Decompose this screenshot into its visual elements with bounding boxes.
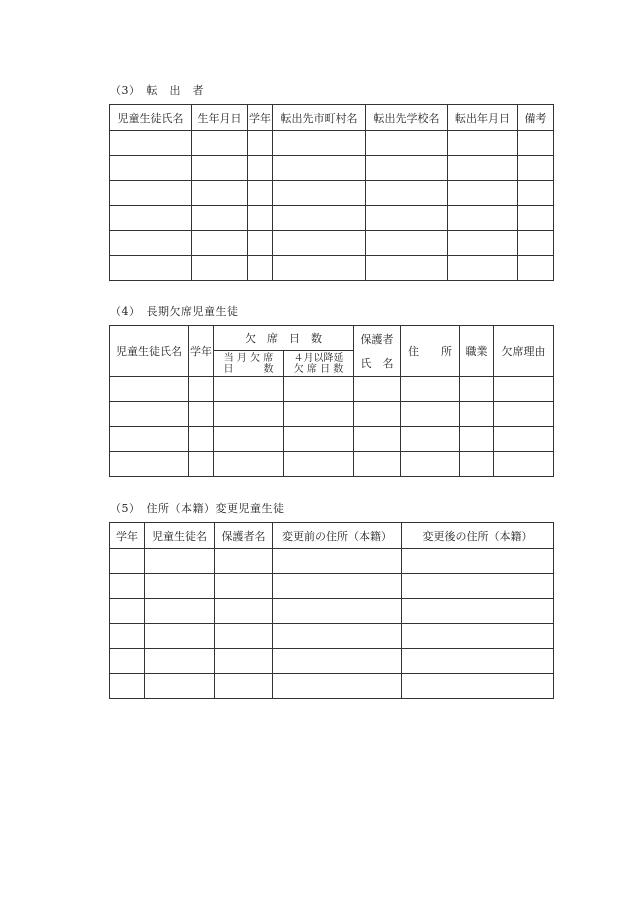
table-row [110, 427, 554, 452]
table-cell [248, 156, 273, 181]
table-cell [402, 574, 554, 599]
table-header-row [110, 105, 554, 131]
table-row [110, 649, 554, 674]
header-remarks: 備考 [518, 105, 554, 131]
table-cell [402, 624, 554, 649]
table-cell [460, 427, 494, 452]
table-header-row [110, 523, 554, 549]
table-cell [215, 574, 273, 599]
table-cell [448, 131, 518, 156]
header-address: 住 所 [401, 326, 460, 377]
table-row [110, 156, 554, 181]
header-transfer-date: 転出年月日 [448, 105, 518, 131]
table-row [110, 377, 554, 402]
table-cell [214, 402, 284, 427]
table-cell [110, 599, 145, 624]
table-header-row [110, 326, 554, 351]
section-5-heading: （5） 住所（本籍）変更児童生徒 [110, 502, 285, 515]
table-row [110, 599, 554, 624]
table-cell [284, 452, 354, 477]
table-cell [214, 452, 284, 477]
table-cell [401, 377, 460, 402]
table-cell [192, 181, 248, 206]
table-cell [110, 624, 145, 649]
table-cell [273, 256, 366, 281]
table-cell [110, 156, 192, 181]
table-cell [354, 402, 401, 427]
table-cell [448, 181, 518, 206]
transfer-out-table [109, 104, 554, 281]
table-cell [214, 427, 284, 452]
table-cell [401, 402, 460, 427]
table-row [110, 231, 554, 256]
table-cell [366, 256, 448, 281]
table-row [110, 549, 554, 574]
header-student-name: 児童生徒名 [145, 523, 215, 549]
header-this-month-line1: 当 月 欠 席 [223, 352, 274, 364]
table-cell [284, 402, 354, 427]
table-cell [110, 574, 145, 599]
table-cell [448, 231, 518, 256]
table-cell [366, 206, 448, 231]
table-cell [110, 206, 192, 231]
table-cell [145, 649, 215, 674]
table-cell [145, 624, 215, 649]
table-cell [110, 674, 145, 699]
table-cell [494, 402, 554, 427]
table-cell [273, 674, 402, 699]
table-cell [215, 649, 273, 674]
table-cell [192, 231, 248, 256]
table-cell [402, 599, 554, 624]
table-cell [494, 377, 554, 402]
table-cell [273, 649, 402, 674]
table-cell [518, 256, 554, 281]
table-cell [518, 206, 554, 231]
table-cell [402, 649, 554, 674]
table-cell [366, 181, 448, 206]
table-cell [354, 427, 401, 452]
table-cell [248, 256, 273, 281]
table-cell [460, 377, 494, 402]
header-birth-date: 生年月日 [192, 105, 248, 131]
table-cell [354, 452, 401, 477]
table-cell [273, 599, 402, 624]
table-cell [215, 599, 273, 624]
table-cell [110, 452, 189, 477]
header-cumulative-absence-days [284, 351, 354, 377]
table-cell [273, 206, 366, 231]
table-cell [273, 156, 366, 181]
table-row [110, 402, 554, 427]
table-cell [215, 549, 273, 574]
header-guardian-name: 保護者名 [215, 523, 273, 549]
table-cell [189, 377, 214, 402]
table-cell [366, 156, 448, 181]
table-cell [354, 377, 401, 402]
header-address-before: 変更前の住所（本籍） [273, 523, 402, 549]
header-student-name: 児童生徒氏名 [110, 105, 192, 131]
header-since-april-line2: 欠 席 日 数 [293, 363, 344, 375]
table-row [110, 206, 554, 231]
header-guardian-name [354, 326, 401, 377]
table-cell [110, 256, 192, 281]
table-cell [460, 402, 494, 427]
table-row [110, 624, 554, 649]
table-cell [273, 574, 402, 599]
long-term-absence-rows [110, 377, 554, 477]
address-change-table [109, 522, 554, 699]
header-address-after: 変更後の住所（本籍） [402, 523, 554, 549]
table-cell [248, 231, 273, 256]
header-guardian-line2: 氏 名 [360, 357, 394, 370]
table-cell [145, 674, 215, 699]
table-cell [189, 402, 214, 427]
table-cell [145, 599, 215, 624]
table-cell [214, 377, 284, 402]
table-cell [273, 231, 366, 256]
table-cell [110, 549, 145, 574]
table-cell [402, 674, 554, 699]
table-cell [215, 674, 273, 699]
header-grade: 学年 [110, 523, 145, 549]
table-cell [273, 549, 402, 574]
table-cell [273, 131, 366, 156]
table-cell [448, 256, 518, 281]
transfer-out-rows [110, 131, 554, 281]
table-cell [110, 231, 192, 256]
header-grade: 学年 [248, 105, 273, 131]
table-cell [192, 256, 248, 281]
table-cell [192, 131, 248, 156]
table-cell [448, 156, 518, 181]
header-destination-municipality: 転出先市町村名 [273, 105, 366, 131]
table-cell [145, 574, 215, 599]
table-cell [401, 452, 460, 477]
table-cell [248, 131, 273, 156]
table-cell [366, 131, 448, 156]
table-cell [448, 206, 518, 231]
table-cell [110, 131, 192, 156]
header-this-month-absence-days [214, 351, 284, 377]
section-4-heading: （4） 長期欠席児童生徒 [110, 305, 239, 318]
table-cell [110, 649, 145, 674]
table-cell [284, 377, 354, 402]
table-row [110, 674, 554, 699]
header-grade: 学年 [189, 326, 214, 377]
table-cell [248, 206, 273, 231]
header-student-name: 児童生徒氏名 [110, 326, 189, 377]
table-cell [284, 427, 354, 452]
table-cell [518, 131, 554, 156]
table-cell [273, 181, 366, 206]
table-row [110, 452, 554, 477]
table-cell [460, 452, 494, 477]
header-guardian-line1: 保護者 [360, 333, 394, 346]
table-cell [110, 377, 189, 402]
long-term-absence-table [109, 325, 554, 477]
table-cell [273, 624, 402, 649]
table-cell [192, 156, 248, 181]
table-cell [401, 427, 460, 452]
header-absence-reason: 欠席理由 [494, 326, 554, 377]
table-cell [110, 181, 192, 206]
table-cell [518, 181, 554, 206]
table-cell [248, 181, 273, 206]
header-this-month-line2: 日 数 [223, 363, 274, 375]
table-cell [145, 549, 215, 574]
table-cell [192, 206, 248, 231]
header-destination-school: 転出先学校名 [366, 105, 448, 131]
table-cell [189, 427, 214, 452]
section-3-heading: （3） 転 出 者 [110, 84, 204, 97]
header-occupation: 職業 [460, 326, 494, 377]
table-cell [110, 402, 189, 427]
table-cell [215, 624, 273, 649]
table-row [110, 574, 554, 599]
table-row [110, 256, 554, 281]
address-change-rows [110, 549, 554, 699]
header-absence-days: 欠 席 日 数 [214, 326, 354, 351]
table-cell [402, 549, 554, 574]
table-cell [110, 427, 189, 452]
table-cell [494, 452, 554, 477]
table-cell [189, 452, 214, 477]
table-row [110, 181, 554, 206]
table-row [110, 131, 554, 156]
table-cell [518, 231, 554, 256]
header-since-april-line1: ４月以降延 [293, 352, 344, 364]
table-cell [494, 427, 554, 452]
table-cell [366, 231, 448, 256]
table-cell [518, 156, 554, 181]
